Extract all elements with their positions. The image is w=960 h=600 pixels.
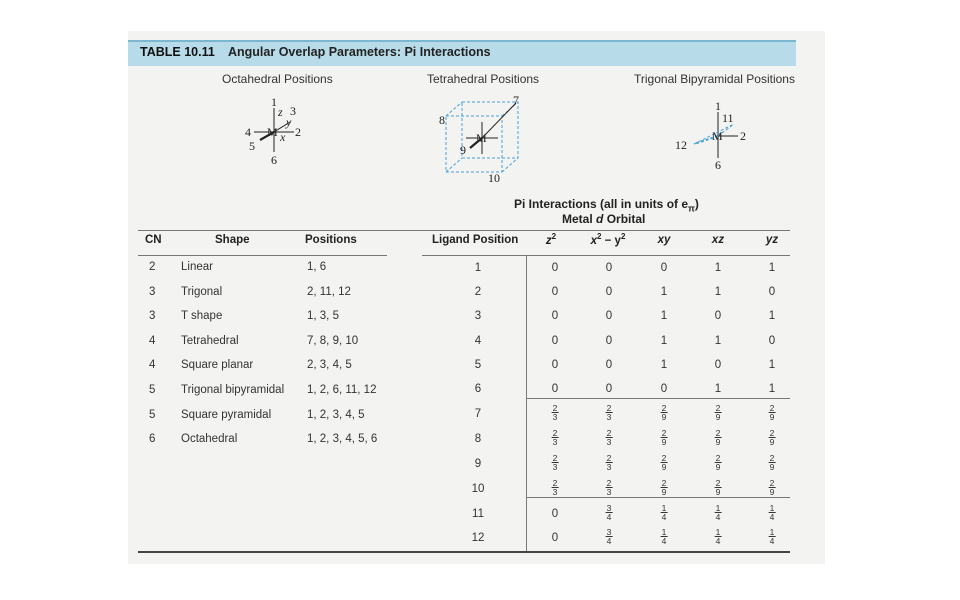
right-cell-yz: 0 — [768, 335, 776, 347]
fraction-numerator: 2 — [661, 428, 667, 438]
right-cell-yz: 0 — [768, 286, 776, 298]
fraction-denominator: 3 — [552, 487, 558, 497]
right-cell-yz: 1 — [768, 262, 776, 274]
right-cell-yz — [769, 528, 776, 545]
ligand-position-cell: 10 — [471, 483, 485, 495]
tet-label-m: M — [476, 131, 487, 145]
fraction-numerator: 2 — [769, 428, 775, 438]
table-top-rule — [138, 230, 790, 231]
right-cell-xz: 1 — [714, 383, 722, 395]
ligand-position-cell: 11 — [472, 508, 484, 520]
fraction-denominator: 9 — [769, 487, 775, 497]
ligand-position-cell: 5 — [474, 359, 482, 371]
fraction-numerator: 2 — [769, 403, 775, 413]
tetrahedral-heading: Tetrahedral Positions — [427, 72, 540, 86]
left-cell-positions: 7, 8, 9, 10 — [307, 334, 359, 347]
fraction-denominator: 9 — [715, 412, 721, 422]
fraction-numerator: 3 — [606, 527, 612, 537]
header-x2-y2: $x^2 - y^2$ — [590, 232, 626, 247]
tet-label-8: 8 — [439, 113, 445, 127]
right-cell-z2: 0 — [551, 262, 559, 274]
right-cell-z2: 0 — [551, 335, 559, 347]
left-cell-positions: 1, 3, 5 — [307, 310, 339, 323]
fraction-denominator: 9 — [769, 437, 775, 447]
right-cell-xz: 0 — [714, 310, 722, 322]
right-cell-xz: 1 — [714, 262, 722, 274]
oct-label-1: 1 — [271, 95, 277, 109]
header-ligand-position: Ligand Position — [432, 234, 519, 246]
header-yz: yz — [765, 234, 779, 246]
fraction-denominator: 3 — [606, 437, 612, 447]
fraction-numerator: 2 — [606, 453, 612, 463]
right-cell-xy — [661, 429, 668, 446]
oct-label-m: M — [267, 125, 278, 139]
right-cell-x2y2: 0 — [605, 310, 613, 322]
right-cell-x2y2: 0 — [605, 262, 613, 274]
tet-label-10: 10 — [488, 171, 500, 185]
fraction-denominator: 4 — [606, 512, 612, 522]
left-cell-shape: T shape — [181, 310, 223, 323]
fraction-numerator: 1 — [661, 503, 667, 513]
right-cell-xy: 1 — [660, 310, 668, 322]
octahedral-diagram — [236, 94, 316, 179]
tbp-label-2: 2 — [740, 129, 746, 143]
fraction-numerator: 1 — [715, 527, 721, 537]
fraction-denominator: 3 — [552, 462, 558, 472]
left-cell-cn: 5 — [149, 408, 156, 421]
fraction-denominator: 4 — [715, 536, 721, 546]
right-cell-xz: 0 — [714, 359, 722, 371]
header-positions: Positions — [305, 234, 357, 246]
header-shape: Shape — [215, 234, 250, 246]
fraction-denominator: 3 — [606, 487, 612, 497]
right-cell-x2y2 — [606, 404, 613, 421]
right-cell-xy: 1 — [660, 335, 668, 347]
fraction-denominator: 4 — [606, 536, 612, 546]
right-cell-xz — [715, 504, 722, 521]
left-header-rule — [138, 255, 387, 256]
right-cell-yz — [769, 479, 776, 496]
fraction-denominator: 3 — [606, 462, 612, 472]
right-cell-yz — [769, 429, 776, 446]
right-cell-z2: 0 — [551, 359, 559, 371]
ligand-column-divider — [526, 255, 527, 551]
fraction-denominator: 9 — [661, 462, 667, 472]
right-cell-x2y2 — [606, 479, 613, 496]
right-cell-x2y2 — [606, 429, 613, 446]
fraction-denominator: 9 — [769, 462, 775, 472]
fraction-numerator: 2 — [661, 453, 667, 463]
trigonal-group-rule — [526, 497, 790, 498]
left-cell-cn: 4 — [149, 334, 156, 347]
fraction-denominator: 3 — [552, 437, 558, 447]
fraction-numerator: 3 — [606, 503, 612, 513]
left-cell-positions: 1, 2, 3, 4, 5 — [307, 408, 365, 421]
right-cell-yz: 1 — [768, 383, 776, 395]
ligand-position-cell: 6 — [474, 383, 482, 395]
fraction-numerator: 2 — [552, 403, 558, 413]
left-cell-shape: Trigonal — [181, 285, 223, 298]
right-cell-x2y2 — [606, 454, 613, 471]
right-cell-xy: 1 — [660, 359, 668, 371]
right-cell-yz — [769, 454, 776, 471]
oct-label-3: 3 — [290, 104, 296, 118]
oct-label-2: 2 — [295, 125, 301, 139]
left-cell-positions: 2, 3, 4, 5 — [307, 359, 352, 372]
ligand-position-cell: 3 — [474, 310, 482, 322]
left-cell-cn: 5 — [149, 384, 156, 396]
tet-label-9: 9 — [460, 143, 466, 157]
right-cell-xy — [661, 479, 668, 496]
right-cell-z2: 0 — [551, 532, 559, 544]
fraction-numerator: 2 — [661, 478, 667, 488]
right-cell-xy — [661, 528, 668, 545]
fraction-denominator: 4 — [661, 512, 667, 522]
tbp-label-11: 11 — [722, 111, 734, 125]
left-cell-cn: 3 — [149, 285, 156, 298]
ligand-position-cell: 2 — [474, 286, 482, 298]
fraction-denominator: 9 — [715, 487, 721, 497]
right-cell-yz — [769, 504, 776, 521]
ligand-position-cell: 12 — [471, 532, 485, 544]
right-cell-x2y2: 0 — [605, 359, 613, 371]
fraction-numerator: 1 — [769, 503, 775, 513]
right-cell-x2y2 — [606, 504, 613, 521]
right-cell-xz — [715, 479, 722, 496]
trigonal-bipyramidal-heading: Trigonal Bipyramidal Positions — [634, 72, 795, 86]
right-cell-xz: 1 — [714, 286, 722, 298]
header-z2: $z^2$ — [545, 232, 557, 247]
ligand-position-cell: 7 — [474, 408, 482, 420]
oct-label-6: 6 — [271, 153, 277, 167]
fraction-denominator: 9 — [715, 462, 721, 472]
tbp-label-12: 12 — [675, 138, 687, 152]
right-cell-xy — [661, 454, 668, 471]
tbp-label-6: 6 — [715, 158, 721, 172]
fraction-numerator: 2 — [769, 453, 775, 463]
tbp-label-1: 1 — [715, 100, 721, 113]
right-cell-xy: 0 — [660, 383, 668, 395]
fraction-denominator: 4 — [661, 536, 667, 546]
table-bottom-rule — [138, 551, 790, 553]
fraction-numerator: 2 — [552, 428, 558, 438]
oct-label-4: 4 — [245, 125, 251, 139]
fraction-numerator: 1 — [715, 503, 721, 513]
left-cell-shape: Trigonal bipyramidal — [181, 384, 285, 396]
left-cell-positions: 1, 6 — [307, 261, 327, 273]
left-cell-cn: 6 — [149, 433, 156, 446]
fraction-denominator: 3 — [606, 412, 612, 422]
right-cell-z2 — [552, 454, 559, 471]
fraction-numerator: 1 — [661, 527, 667, 537]
fraction-denominator: 4 — [715, 512, 721, 522]
fraction-numerator: 2 — [552, 478, 558, 488]
right-cell-z2: 0 — [551, 310, 559, 322]
tetrahedral-group-rule — [526, 398, 790, 399]
fraction-numerator: 2 — [715, 403, 721, 413]
left-cell-shape: Linear — [181, 261, 213, 273]
table-title: Angular Overlap Parameters: Pi Interactions — [228, 45, 491, 59]
right-cell-z2 — [552, 404, 559, 421]
right-cell-x2y2: 0 — [605, 335, 613, 347]
left-cell-shape: Octahedral — [181, 433, 238, 446]
fraction-numerator: 2 — [606, 428, 612, 438]
metal-d-orbital-heading: Metal d Orbital — [562, 212, 646, 226]
right-cell-z2: 0 — [551, 286, 559, 298]
left-cell-cn: 2 — [149, 261, 156, 273]
fraction-numerator: 2 — [552, 453, 558, 463]
fraction-denominator: 4 — [769, 536, 775, 546]
left-cell-cn: 3 — [149, 310, 156, 323]
right-cell-yz — [769, 404, 776, 421]
fraction-denominator: 9 — [715, 437, 721, 447]
tet-label-7: 7 — [513, 93, 519, 107]
left-cell-positions: 1, 2, 3, 4, 5, 6 — [307, 433, 378, 446]
ligand-position-cell: 8 — [474, 433, 482, 445]
right-header-rule — [422, 255, 790, 256]
right-cell-xz — [715, 404, 722, 421]
header-xz: xz — [711, 234, 725, 246]
fraction-numerator: 2 — [715, 453, 721, 463]
table-number: TABLE 10.11 — [140, 45, 215, 59]
right-cell-x2y2: 0 — [605, 286, 613, 298]
right-cell-xz — [715, 454, 722, 471]
fraction-numerator: 2 — [715, 428, 721, 438]
right-cell-xz: 1 — [714, 335, 722, 347]
fraction-denominator: 4 — [769, 512, 775, 522]
fraction-denominator: 9 — [769, 412, 775, 422]
header-xy: xy — [657, 234, 671, 246]
octahedral-heading: Octahedral Positions — [222, 72, 333, 86]
left-cell-shape: Square planar — [181, 359, 254, 372]
tbp-label-m: M — [712, 129, 723, 143]
fraction-denominator: 9 — [661, 437, 667, 447]
right-cell-xy — [661, 504, 668, 521]
right-cell-z2 — [552, 429, 559, 446]
fraction-denominator: 9 — [661, 412, 667, 422]
ligand-position-cell: 4 — [474, 335, 482, 347]
pi-interactions-heading: Pi Interactions (all in units of $e_\pi$) — [514, 197, 699, 214]
left-cell-shape: Tetrahedral — [181, 334, 239, 347]
right-cell-xz — [715, 429, 722, 446]
trigonal-bipyramidal-diagram — [672, 100, 762, 181]
fraction-numerator: 1 — [769, 527, 775, 537]
ligand-position-cell: 1 — [474, 262, 482, 274]
oct-label-5: 5 — [249, 139, 255, 153]
fraction-numerator: 2 — [769, 478, 775, 488]
oct-label-x: x — [280, 130, 286, 144]
fraction-numerator: 2 — [715, 478, 721, 488]
right-cell-z2 — [552, 479, 559, 496]
left-cell-positions: 2, 11, 12 — [307, 285, 351, 298]
right-cell-x2y2 — [606, 528, 613, 545]
right-cell-x2y2: 0 — [605, 383, 613, 395]
right-cell-z2: 0 — [551, 508, 559, 520]
fraction-denominator: 9 — [661, 487, 667, 497]
right-cell-xy — [661, 404, 668, 421]
right-cell-yz: 1 — [768, 310, 776, 322]
oct-label-y: y — [286, 115, 292, 129]
fraction-denominator: 3 — [552, 412, 558, 422]
fraction-numerator: 2 — [606, 403, 612, 413]
oct-label-z: z — [278, 105, 283, 119]
right-cell-z2: 0 — [551, 383, 559, 395]
right-cell-xy: 0 — [660, 262, 668, 274]
ligand-position-cell: 9 — [474, 458, 482, 470]
left-cell-positions: 1, 2, 6, 11, 12 — [307, 384, 377, 396]
fraction-numerator: 2 — [606, 478, 612, 488]
tetrahedral-diagram — [436, 92, 536, 191]
right-cell-yz: 1 — [768, 359, 776, 371]
fraction-numerator: 2 — [661, 403, 667, 413]
header-cn: CN — [145, 234, 162, 246]
left-cell-shape: Square pyramidal — [181, 408, 272, 421]
left-cell-cn: 4 — [149, 359, 156, 372]
right-cell-xz — [715, 528, 722, 545]
right-cell-xy: 1 — [660, 286, 668, 298]
